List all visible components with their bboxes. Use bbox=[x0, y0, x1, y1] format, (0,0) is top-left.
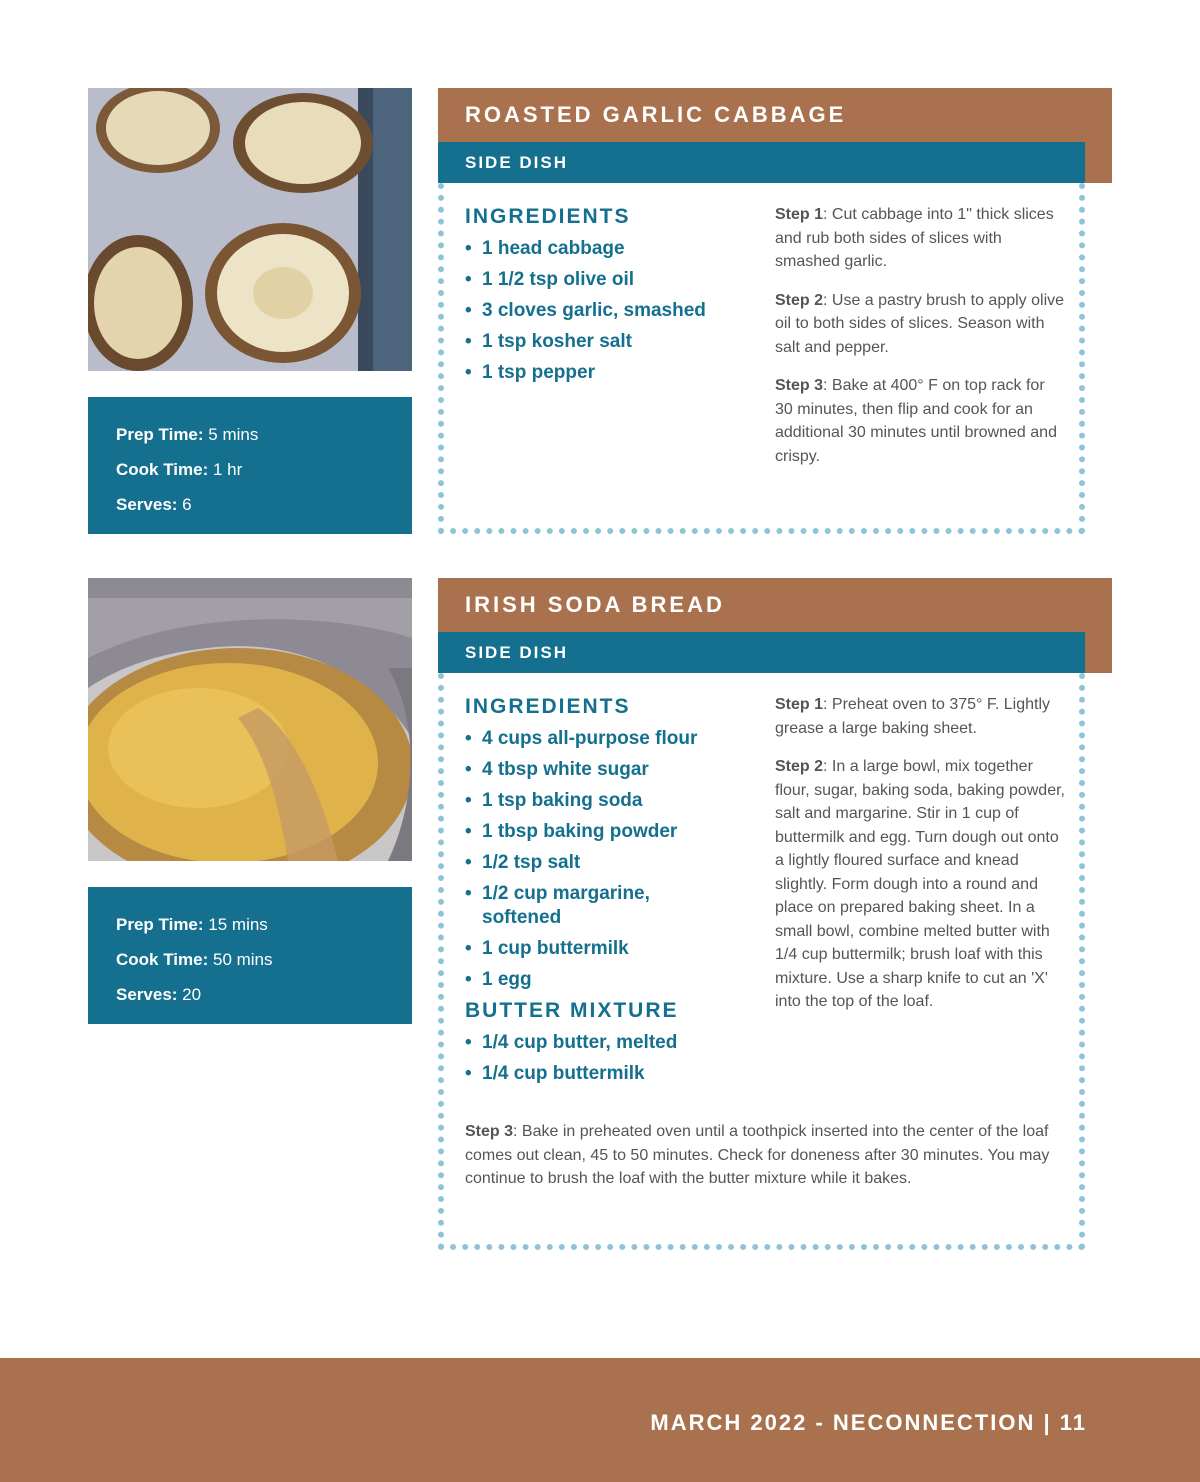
soda-bread-photo bbox=[88, 578, 412, 861]
steps-section bbox=[775, 693, 1065, 1029]
recipe-info-box bbox=[88, 397, 412, 534]
prep-time-value: 5 mins bbox=[203, 425, 259, 444]
ingredient-item: • 1 1/2 tsp olive oil bbox=[465, 268, 765, 292]
step-text: : Cut cabbage into 1" thick slices and rub both sides of slices with smashed garlic. bbox=[775, 206, 1054, 270]
step bbox=[775, 289, 1065, 360]
dotted-border-left bbox=[438, 183, 444, 534]
step-label: Step 1 bbox=[775, 696, 824, 713]
ingredients-list bbox=[465, 237, 765, 385]
prep-time-label: Prep Time: bbox=[116, 425, 204, 444]
ingredient-item: • 1/4 cup butter, melted bbox=[465, 1031, 765, 1055]
step-label: Step 2 bbox=[775, 758, 824, 775]
ingredients-section bbox=[465, 205, 765, 392]
step-label: Step 3 bbox=[465, 1123, 514, 1140]
prep-time-label: Prep Time: bbox=[116, 915, 204, 934]
cook-time-value: 1 hr bbox=[208, 460, 243, 479]
cabbage-photo bbox=[88, 88, 412, 371]
recipe-title-bar bbox=[438, 88, 1112, 142]
step bbox=[465, 1120, 1065, 1191]
footer-issue-text: MARCH 2022 - NECONNECTION | 11 bbox=[650, 1410, 1087, 1435]
ingredient-item: • 1 tsp baking soda bbox=[465, 789, 765, 813]
ingredient-item: • 1/2 cup margarine, softened bbox=[465, 882, 695, 930]
ingredients-heading: INGREDIENTS bbox=[465, 205, 631, 228]
step bbox=[775, 755, 1065, 1014]
step-label: Step 3 bbox=[775, 377, 824, 394]
category-bar-wrap bbox=[438, 142, 1112, 183]
serves-label: Serves: bbox=[116, 985, 178, 1004]
category-bar-wrap bbox=[438, 632, 1112, 673]
cook-time-label: Cook Time: bbox=[116, 460, 209, 479]
butter-mixture-heading: BUTTER MIXTURE bbox=[465, 999, 679, 1022]
ingredient-item: • 1 egg bbox=[465, 968, 765, 992]
steps-section bbox=[775, 203, 1065, 483]
step-text: : Preheat oven to 375° F. Lightly grease a large baking sheet. bbox=[775, 696, 1050, 737]
recipe-title: IRISH SODA BREAD bbox=[465, 592, 725, 617]
ingredient-item: • 1/4 cup buttermilk bbox=[465, 1062, 765, 1086]
ingredients-list bbox=[465, 727, 765, 992]
dotted-border-right bbox=[1079, 673, 1085, 1250]
ingredient-item: • 1/2 tsp salt bbox=[465, 851, 765, 875]
ingredient-item: • 4 cups all-purpose flour bbox=[465, 727, 765, 751]
ingredient-item: • 1 head cabbage bbox=[465, 237, 765, 261]
serves-value: 20 bbox=[177, 985, 202, 1004]
ingredients-heading: INGREDIENTS bbox=[465, 695, 631, 718]
step-label: Step 1 bbox=[775, 206, 824, 223]
dotted-border-right bbox=[1079, 183, 1085, 534]
ingredient-item: • 1 tsp pepper bbox=[465, 361, 765, 385]
recipe-body bbox=[438, 183, 1085, 534]
dotted-border-left bbox=[438, 673, 444, 1250]
recipe-title: ROASTED GARLIC CABBAGE bbox=[465, 102, 847, 127]
prep-time-value: 15 mins bbox=[203, 915, 268, 934]
dotted-border-bottom bbox=[438, 528, 1085, 534]
step-text: : Bake in preheated oven until a toothpick inserted into the center of the loaf comes out clean, 45 to 50 minutes. Check for doneness after 30 minutes. You may continue to brush the loaf with the butter mixture while it bakes. bbox=[465, 1123, 1050, 1187]
category-bar bbox=[438, 142, 1085, 183]
recipe-title-bar bbox=[438, 578, 1112, 632]
ingredient-item: • 4 tbsp white sugar bbox=[465, 758, 765, 782]
recipe-body bbox=[438, 673, 1085, 1250]
recipe-info-box bbox=[88, 887, 412, 1024]
step-label: Step 2 bbox=[775, 291, 824, 309]
ingredient-item: • 1 cup buttermilk bbox=[465, 937, 765, 961]
step bbox=[775, 374, 1065, 468]
page-footer bbox=[0, 1358, 1200, 1482]
step bbox=[775, 203, 1065, 274]
ingredient-item: • 1 tsp kosher salt bbox=[465, 330, 765, 354]
serves-value: 6 bbox=[177, 495, 192, 514]
ingredients-section bbox=[465, 695, 765, 1093]
step-text: : Bake at 400° F on top rack for 30 minutes, then flip and cook for an additional 30 minutes until browned and crispy. bbox=[775, 377, 1057, 465]
cook-time-label: Cook Time: bbox=[116, 950, 209, 969]
serves-label: Serves: bbox=[116, 495, 178, 514]
dotted-border-bottom bbox=[438, 1244, 1085, 1250]
step-text: : In a large bowl, mix together flour, sugar, baking soda, baking powder, salt and margarine. Stir in 1 cup of buttermilk and egg. Turn dough out onto a lightly floured surface and knead slightly. Form dough into a round and place on prepared baking sheet. In a small bowl, combine melted butter with 1/4 cup buttermilk; brush loaf with this mixture. Use a sharp knife to cut an 'X' into the top of the loaf. bbox=[775, 758, 1065, 1010]
butter-ingredients-list bbox=[465, 1031, 765, 1086]
ingredient-item: • 1 tbsp baking powder bbox=[465, 820, 765, 844]
recipe-category: SIDE DISH bbox=[465, 152, 569, 172]
recipe-card bbox=[438, 578, 1112, 1250]
recipe-category: SIDE DISH bbox=[465, 642, 569, 662]
step bbox=[775, 693, 1065, 740]
cook-time-value: 50 mins bbox=[208, 950, 273, 969]
recipe-card bbox=[438, 88, 1112, 534]
category-bar bbox=[438, 632, 1085, 673]
step-text: : Use a pastry brush to apply olive oil to both sides of slices. Season with salt and pepper. bbox=[775, 291, 1065, 356]
ingredient-item: • 3 cloves garlic, smashed bbox=[465, 299, 765, 323]
